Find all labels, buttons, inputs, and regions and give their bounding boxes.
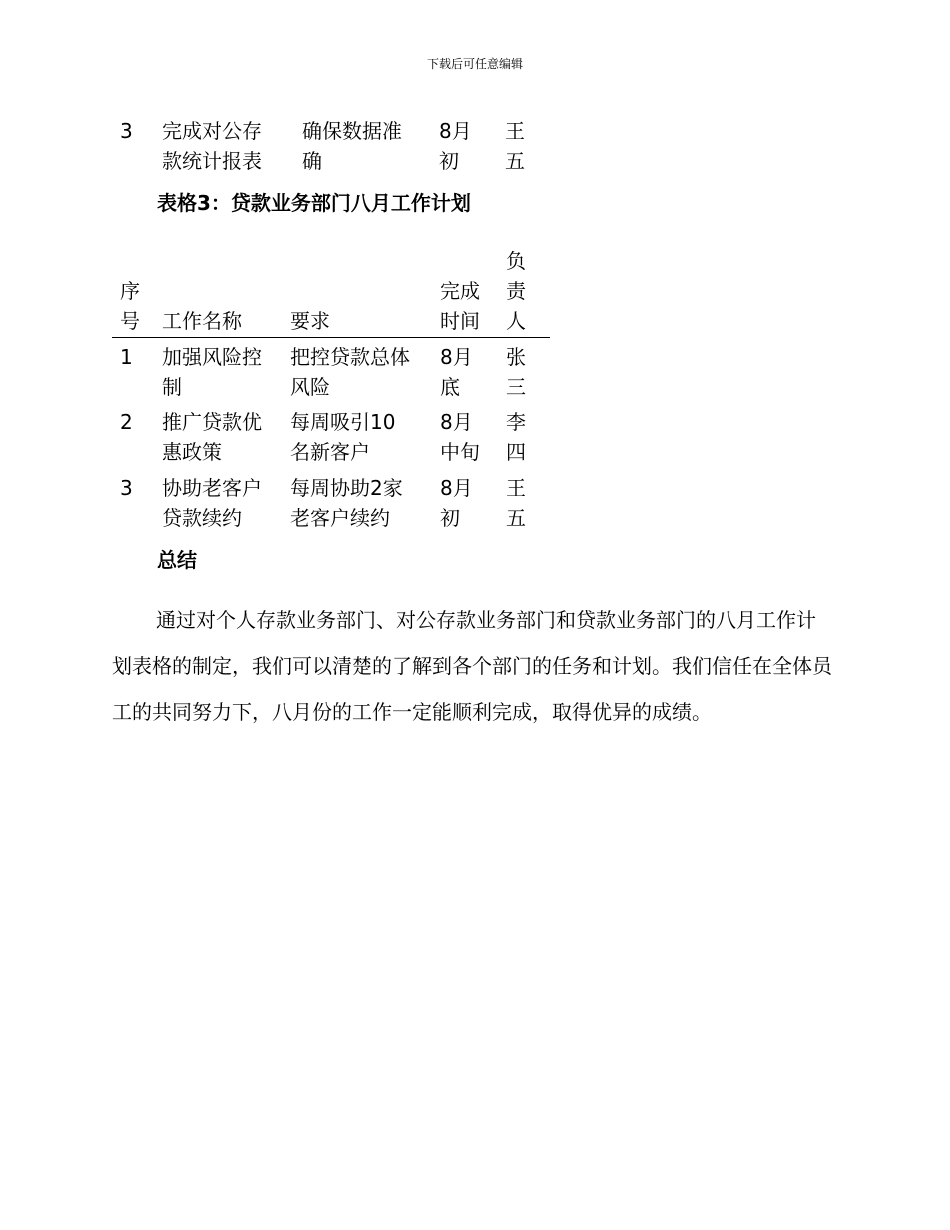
header-time-line1: 完成 [440, 279, 480, 303]
row-number: 1 [120, 345, 133, 369]
owner-line2: 三 [506, 375, 526, 399]
task-name-line2: 惠政策 [162, 440, 222, 464]
row-number: 3 [120, 119, 133, 143]
summary-paragraph: 通过对个人存款业务部门、对公存款业务部门和贷款业务部门的八月工作计划表格的制定，我们可以清楚的了解到各个部门的任务和计划。我们信任在全体员工的共同努力下，八月份的工作一定能顺利完成，取得优异的成绩。 [112, 608, 832, 724]
task-name-line1: 协助老客户 [162, 476, 262, 500]
requirement-line2: 确 [302, 149, 322, 173]
owner-line2: 五 [505, 149, 525, 173]
owner-line2: 四 [506, 440, 526, 464]
table-header-rule [112, 337, 550, 338]
task-name-line2: 款统计报表 [162, 149, 262, 173]
time-line2: 底 [440, 375, 460, 399]
table-caption: 表格3：贷款业务部门八月工作计划 [157, 191, 471, 215]
time-line1: 8月 [440, 345, 473, 369]
header-requirement: 要求 [290, 309, 330, 333]
header-owner-line2: 责 [506, 279, 526, 303]
time-line2: 初 [439, 149, 459, 173]
task-name-line1: 完成对公存 [162, 119, 262, 143]
page-header: 下载后可任意编辑 [426, 57, 523, 71]
time-line1: 8月 [440, 410, 473, 434]
header-task-name: 工作名称 [162, 309, 242, 333]
requirement-line1: 把控贷款总体 [290, 345, 410, 369]
owner-line1: 王 [505, 119, 525, 143]
header-no-line2: 号 [120, 309, 140, 333]
time-line2: 中旬 [440, 440, 480, 464]
task-name-line1: 推广贷款优 [162, 410, 262, 434]
task-name-line1: 加强风险控 [162, 345, 262, 369]
owner-line2: 五 [506, 506, 526, 530]
header-owner-line1: 负 [506, 249, 526, 273]
header-time-line2: 时间 [440, 309, 480, 333]
task-name-line2: 制 [162, 375, 182, 399]
summary-heading: 总结 [157, 548, 197, 572]
requirement-line1: 每周协助2家 [290, 476, 403, 500]
time-line1: 8月 [440, 476, 473, 500]
requirement-line2: 名新客户 [290, 440, 370, 464]
requirement-line2: 老客户续约 [290, 506, 390, 530]
owner-line1: 李 [506, 410, 526, 434]
owner-line1: 王 [506, 476, 526, 500]
owner-line1: 张 [506, 345, 526, 369]
time-line2: 初 [440, 506, 460, 530]
row-number: 2 [120, 410, 133, 434]
requirement-line1: 确保数据准 [302, 119, 402, 143]
header-owner-line3: 人 [506, 309, 526, 333]
requirement-line1: 每周吸引10 [290, 410, 396, 434]
header-no-line1: 序 [120, 279, 140, 303]
task-name-line2: 贷款续约 [162, 506, 242, 530]
requirement-line2: 风险 [290, 375, 330, 399]
row-number: 3 [120, 476, 133, 500]
time-line1: 8月 [439, 119, 472, 143]
